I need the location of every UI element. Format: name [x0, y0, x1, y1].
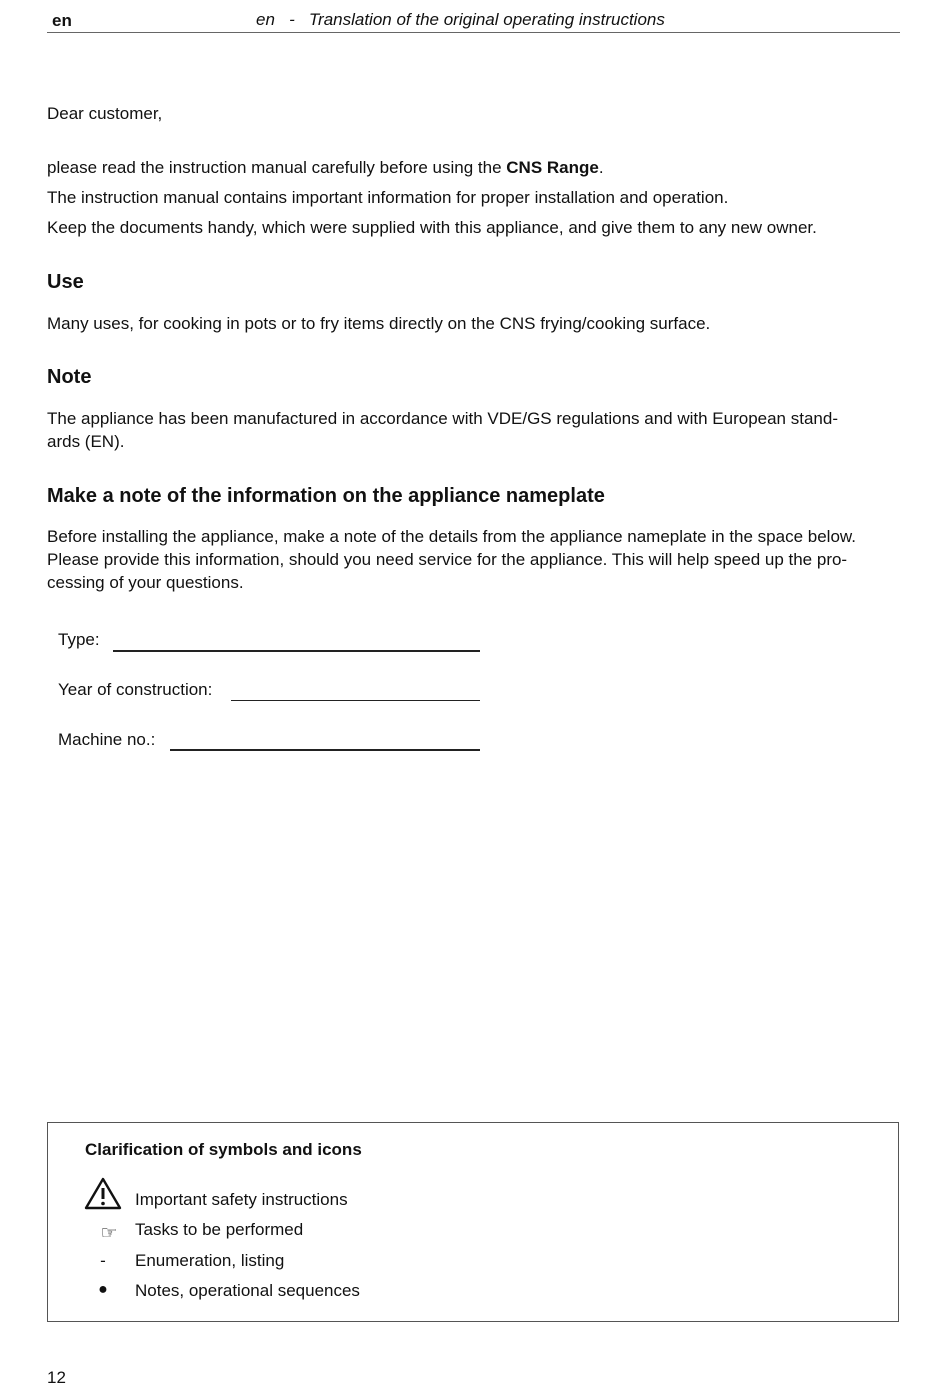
intro-line-2: The instruction manual contains important information for proper installation and operation. — [47, 188, 729, 207]
symbols-title: Clarification of symbols and icons — [85, 1140, 362, 1159]
nameplate-line-2: Please provide this information, should you need service for the appliance. This will help speed up the pro- — [47, 550, 848, 569]
type-label: Type: — [58, 630, 100, 649]
greeting: Dear customer, — [47, 104, 163, 123]
symbol-text-tasks: Tasks to be performed — [135, 1220, 304, 1239]
year-blank-line — [231, 700, 480, 701]
machine-blank-line — [170, 749, 480, 751]
page-number: 12 — [47, 1368, 66, 1387]
year-label: Year of construction: — [58, 680, 213, 699]
warning-triangle-icon — [84, 1177, 122, 1210]
nameplate-line-3: cessing of your questions. — [47, 573, 244, 592]
machine-label: Machine no.: — [58, 730, 156, 749]
header-language: en — [52, 11, 72, 30]
note-line-2: ards (EN). — [47, 432, 125, 451]
header-title: en - Translation of the original operating instructions — [256, 10, 665, 29]
use-heading: Use — [47, 271, 84, 293]
type-blank-line — [113, 650, 480, 652]
header-divider — [47, 32, 900, 33]
note-heading: Note — [47, 366, 92, 388]
note-line-1: The appliance has been manufactured in accordance with VDE/GS regulations and with European stand- — [47, 409, 838, 428]
nameplate-line-1: Before installing the appliance, make a note of the details from the appliance nameplate in the space below. — [47, 527, 856, 546]
use-text: Many uses, for cooking in pots or to fry items directly on the CNS frying/cooking surface. — [47, 314, 711, 333]
symbol-text-enumeration: Enumeration, listing — [135, 1251, 285, 1270]
product-name: CNS Range — [506, 158, 599, 177]
bullet-icon: ● — [98, 1281, 108, 1298]
dash-icon: - — [100, 1251, 106, 1270]
intro-line-1-prefix: please read the instruction manual carefully before using the — [47, 158, 507, 177]
pointing-hand-icon: ☞ — [100, 1223, 118, 1244]
nameplate-heading: Make a note of the information on the appliance nameplate — [47, 485, 605, 507]
intro-line-3: Keep the documents handy, which were supplied with this appliance, and give them to any new owner. — [47, 218, 817, 237]
symbol-text-notes: Notes, operational sequences — [135, 1281, 360, 1300]
intro-line-1-suffix: . — [598, 158, 604, 177]
intro-line-1 — [47, 156, 900, 179]
symbol-text-safety: Important safety instructions — [135, 1190, 348, 1209]
